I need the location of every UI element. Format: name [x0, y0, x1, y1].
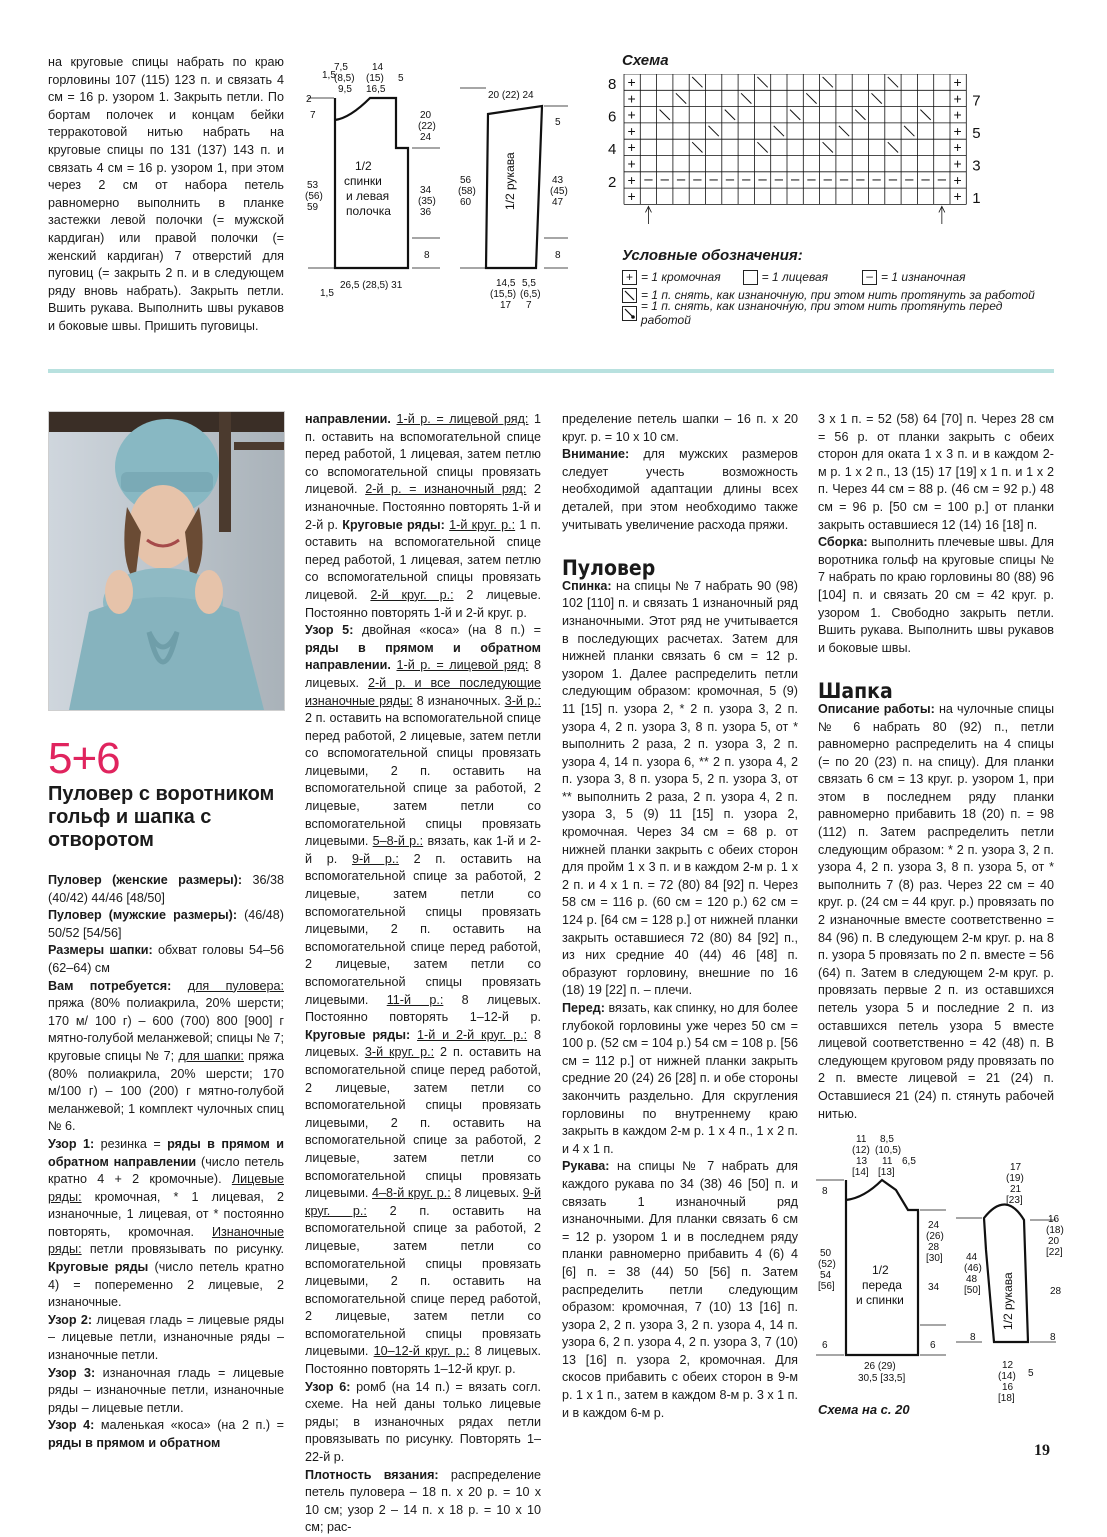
svg-text:переда: переда	[862, 1278, 902, 1292]
top-schematic	[300, 58, 580, 318]
svg-text:20: 20	[1048, 1236, 1060, 1247]
svg-text:[56]: [56]	[818, 1281, 835, 1292]
row-label: 1	[972, 190, 981, 208]
svg-text:(15): (15)	[366, 73, 384, 84]
legend-title: Условные обозначения:	[622, 247, 803, 264]
row-label: 3	[972, 157, 981, 175]
plus-cell: +	[953, 90, 962, 107]
svg-text:[14]: [14]	[852, 1167, 869, 1178]
svg-text:54: 54	[820, 1270, 832, 1281]
svg-text:14,5: 14,5	[496, 278, 516, 289]
svg-text:(45): (45)	[550, 186, 568, 197]
body-label: 1/2	[872, 1263, 889, 1277]
row-label: 8	[608, 76, 617, 93]
plus-cell: +	[627, 74, 636, 90]
svg-text:и левая: и левая	[346, 189, 390, 203]
slash-cell	[823, 77, 833, 87]
plus-cell: +	[627, 188, 636, 205]
slash-cell	[741, 93, 751, 103]
column-3: пределение петель шапки – 16 п. х 20 круг. р. = 10 х 10 см. Внимание: для мужских размеров следует учесть возможность необходимой адаптации длины всех деталей, при этом необходимо также учитывать увеличение расхода пряжи. Пуловер Спинка: на спицы № 7 набрать 90 (98) 102 [110] п. и связать 1 изнаночный ряд изнаночными. Этот ряд не учитывается в последующих расчетах. Затем для нижней планки связать 6 см = 12 р. узором 1. Далее распределить петли следующим образом: кромочная, 5 (9) 11 [15] п. узора 2, * 2 п. узора 3, 2 п. узора 4, 2 п. узора 3, 8 п. узора 5, от * выполнить 2 раза, 2 п. узора 3, 2 п. узора 4, 14 п. узора 6, ** 2 п. узора 4, 2 п. узора 3, 8 п. узора 5, 2 п. узора 3, от ** выполнить 2 раза, 2 п. узора 4, 2 п. узора 3, 5 (9) 11 [15] п. узора 2, кромочная. Через 34 см = 68 р. от нижней планки закрыть с обеих сторон для пройм 1 х 3 п. и в каждом 2-м р. 1 х 2 п. и 4 х 1 п. = 72 (80) 84 [92] п. Через 58 см = 116 р. (60 см = 120 р.) 62 см = 124 р. [64 см = 128 р.] от нижней планки закрыть оставшиеся 72 (80) 84 [92] п., из них средние 40 (44) 46 [48] п. образуют горловину, внешние по 16 (18) 19 [22] п. – плечи. Перед: вязать, как спинку, но для более глубокой горловины уже через 50 см = 100 р. (52 см = 104 р.) 54 см = 108 р. [56 см = 112 р.] от нижней планки закрыть средние 20 (24) 26 [28] п. и обе стороны закончить раздельно. Для скругления горловины по внутреннему краю закрыть в каждом 2-м р. 1 х 4 п., 1 х 2 п. и 4 х 1 п. Рукава: на спицы № 7 набрать для каждого рукава по 34 (38) 46 [50] п. и связать 1 изнаночный ряд изнаночными. Для планки связать 6 см = 12 р. узором 1 и в последнем ряду планки равномерно прибавить 4 (6) 4 [6] п. = 38 (44) 50 [56] п. Затем распределить петли следующим образом: кромочная, 7 (10) 13 [16] п. узора 2, 2 п. узора 3, 2 п. узора 4, 14 п. узора 6, 2 п. узора 4, 2 п. узора 3, 7 (10) 13 [16] п. узора 2, кромочная. Для скосов прибавить с обеих сторон в 9-м р. 1 х 1 п., затем в каждом 8-м р. 3 х 1 п. и в каждом 6-м р.	[562, 412, 799, 1420]
sleeve-label: 1/2 рукава	[1001, 1272, 1015, 1330]
plus-cell: +	[953, 171, 962, 188]
svg-text:(8,5): (8,5)	[334, 73, 355, 84]
row-label: 4	[608, 141, 617, 159]
slash-cell	[757, 77, 767, 87]
svg-text:26 (29): 26 (29)	[864, 1361, 896, 1372]
dim-left-top: 1,5	[322, 70, 336, 81]
svg-text:8: 8	[1050, 1332, 1056, 1343]
column-2: направлении. 1-й р. = лицевой ряд: 1 п. оставить на вспомогательной спице перед работой, 1 лицевая, затем петлю со вспомогательной спицы провязать лицевой. 2-й р. = изнаночный ряд: 2 изнаночные. Постоянно повторять 1-й и 2-й р. Круговые ряды: 1-й круг. р.: 1 п. оставить на вспомогательной спице перед работой, 1 лицевая, затем петлю со вспомогательной спицы провязать лицевой. 2-й круг. р.: 2 лицевые. Постоянно повторять 1-й и 2-й круг. р. Узор 5: двойная «коса» (на 8 п.) = ряды в прямом и обратном направлении. 1-й р. = лицевой ряд: 8 лицевых. 2-й р. и все последующие изнаночные ряды: 8 изнаночных. 3-й р.: 2 п. оставить на вспомогательной спице перед работой, 2 лицевые, затем петли со вспомогательной спицы провязать лицевыми, 2 п. оставить на вспомогательной спице за работой, 2 лицевые, затем петли со вспомогательной спицы провязать лицевыми. 5–8-й р.: вязать, как 1-й и 2-й р. 9-й р.: 2 п. оставить на вспомогательной спице за работой, 2 лицевые, затем петли со вспомогательной спицы провязать лицевыми, 2 п. оставить на вспомогательной спице перед работой, 2 лицевые, затем петли со вспомогательной спицы провязать лицевыми. 11-й р.: 8 лицевых. Постоянно повторять 1–12-й р. Круговые ряды: 1-й и 2-й круг. р.: 8 лицевых. 3-й круг. р.: 2 п. оставить на вспомогательной спице перед работой, 2 лицевые, затем петли со вспомогательной спицы провязать лицевыми, 2 п. оставить на вспомогательной спице за работой, 2 лицевые, затем петли со вспомогательной спицы провязать лицевыми. 4–8-й круг. р.: 8 лицевых. 9-й круг. р.: 2 п. оставить на вспомогательной спице за работой, 2 лицевые, затем петли со вспомогательной спицы провязать лицевыми, 2 п. оставить на вспомогательной спице перед работой, 2 лицевые, затем петли со вспомогательной спицы провязать лицевыми. 10–12-й круг. р.: 8 лицевых. Постоянно повторять 1–12-й круг. р. Узор 6: ромб (на 14 п.) = вязать согл. схеме. На ней даны только лицевые ряды; в изнаночных рядах петли провязывать по рисунку. Повторять 1–22-й р. Плотность вязания: распределение петель пуловера – 18 п. х 20 р. = 10 х 10 см; узор 2 – 14 п. х 18 р. = 10 х 10 см; рас-	[305, 412, 542, 1535]
row-label: 7	[972, 92, 981, 110]
svg-text:6,5: 6,5	[902, 1156, 916, 1167]
plus-cell: +	[627, 139, 636, 156]
svg-text:36: 36	[420, 207, 432, 218]
svg-text:24: 24	[928, 1220, 940, 1231]
divider	[48, 369, 1054, 373]
svg-text:полочка: полочка	[346, 204, 391, 218]
legend-item: = 1 кромочная	[641, 270, 721, 284]
slash-cell	[692, 142, 702, 152]
slash-cell	[904, 126, 914, 136]
svg-text:5,5: 5,5	[522, 278, 536, 289]
plus-cell: +	[953, 122, 962, 139]
slash-dot-icon	[622, 306, 637, 321]
slash-cell	[920, 110, 930, 120]
svg-text:43: 43	[552, 175, 564, 186]
model-number: 5+6	[48, 734, 120, 783]
plus-cell: +	[627, 171, 636, 188]
model-title: Пуловер с воротником гольф и шапка с отворотом	[48, 783, 275, 851]
plus-cell: +	[953, 155, 962, 172]
svg-text:(58): (58)	[458, 186, 476, 197]
plus-icon: +	[622, 270, 637, 285]
svg-text:50: 50	[820, 1248, 832, 1259]
svg-text:(56): (56)	[305, 191, 323, 202]
svg-text:48: 48	[966, 1274, 978, 1285]
svg-text:[18]: [18]	[998, 1393, 1015, 1404]
svg-text:8: 8	[424, 250, 430, 261]
svg-text:2: 2	[306, 94, 312, 105]
svg-text:(46): (46)	[964, 1263, 982, 1274]
svg-text:[22]: [22]	[1046, 1247, 1063, 1258]
svg-text:8: 8	[822, 1186, 828, 1197]
svg-text:11: 11	[856, 1134, 867, 1145]
svg-text:16: 16	[1048, 1214, 1060, 1225]
svg-text:11: 11	[882, 1156, 893, 1167]
svg-text:28: 28	[1050, 1286, 1062, 1297]
slash-cell	[888, 77, 898, 87]
svg-text:[13]: [13]	[878, 1167, 895, 1178]
svg-text:(6,5): (6,5)	[520, 289, 541, 300]
bottom-schematic	[816, 1130, 1066, 1405]
row-label: 5	[972, 124, 981, 142]
slash-cell	[823, 142, 833, 152]
slash-cell	[660, 110, 670, 120]
slash-cell	[888, 142, 898, 152]
plus-cell: +	[953, 106, 962, 123]
svg-text:16,5: 16,5	[366, 84, 386, 95]
svg-text:7: 7	[526, 300, 532, 311]
svg-text:14: 14	[372, 62, 384, 73]
legend-item: = 1 лицевая	[761, 270, 829, 284]
plus-cell: +	[953, 74, 962, 90]
svg-text:53: 53	[307, 180, 319, 191]
slash-cell	[774, 126, 784, 136]
svg-text:8: 8	[970, 1332, 976, 1343]
plus-cell: +	[627, 90, 636, 107]
svg-text:5: 5	[1028, 1368, 1034, 1379]
svg-text:(12): (12)	[852, 1145, 870, 1156]
svg-text:(15,5): (15,5)	[490, 289, 517, 300]
dim-shoulder: 7,5	[334, 62, 348, 73]
svg-text:17: 17	[500, 300, 512, 311]
slash-cell	[692, 77, 702, 87]
svg-text:(18): (18)	[1046, 1225, 1064, 1236]
svg-text:6: 6	[930, 1340, 936, 1351]
svg-text:9,5: 9,5	[338, 84, 352, 95]
plus-cell: +	[627, 122, 636, 139]
slash-cell	[757, 142, 767, 152]
svg-text:8,5: 8,5	[880, 1134, 894, 1145]
svg-text:44: 44	[966, 1252, 978, 1263]
svg-text:(26): (26)	[926, 1231, 944, 1242]
page-number: 19	[1034, 1442, 1050, 1459]
slash-cell	[855, 110, 865, 120]
section-hat: Шапка	[818, 679, 893, 704]
svg-text:28: 28	[928, 1242, 940, 1253]
svg-text:5: 5	[398, 73, 404, 84]
slash-cell	[806, 93, 816, 103]
model-photo	[48, 411, 285, 711]
sleeve-label: 1/2 рукава	[503, 152, 517, 210]
column-4: 3 х 1 п. = 52 (58) 64 [70] п. Через 28 см = 56 р. от планки закрыть с обеих сторон для оката 1 х 3 п. и в каждом 2-м р. 1 х 2 п., 13 (15) 17 [19] х 1 п. и 1 х 2 п. Через 44 см = 88 р. (46 см = 92 р.) 48 см = 96 р. [50 см = 100 р.] от планки закрыть оставшиеся 12 (14) 16 [18] п. Сборка: выполнить плечевые швы. Для воротника гольф на круговые спицы № 7 набрать по краю горловины 80 (88) 96 [104] п. и связать 20 см = 42 круг. р. узором 1. Свободно закрыть петли. Вшить рукава. Выполнить швы рукавов и боковые швы. Шапка Описание работы: на чулочные спицы № 6 набрать 80 (92) п., петли равномерно распределить на 4 спицы (= по 20 (23) п. на спицу). Для планки связать 6 см = 13 круг. р. узором 1, при этом в последнем ряду планки равномерно прибавить 18 (20) п. = 98 (112) п. Затем распределить петли следующим образом: * 2 п. узора 3, 2 п. узора 4, 2 п. узора 3, 8 п. узора 5, от * выполнить 7 (8) раз. Через 22 см = 40 круг. р. (24 см = 44 круг. р.) провязать по 2 изнаночные вместе соответственно = 84 (96) п. В следующем 2-м круг. р. на 8 п. узора 5 провязать по 2 п. вместе = 56 (64) п. Затем в следующем 2-м круг. р. провязать первые 2 п. из оставшихся петель узора 5 и последние 2 п. из оставшихся петель узора 5 вместе лицевой соответственно = 42 (48) п. В следующем круговом ряду провязать по 2 п. вместе лицевой = 21 (24) п. Оставшиеся 21 (24) п. стянуть рабочей нитью.	[818, 412, 1054, 1121]
legend-item: = 1 п. снять, как изнаночную, при этом нить протянуть перед работой	[640, 299, 1003, 327]
svg-text:(22): (22)	[418, 121, 436, 132]
svg-text:21: 21	[1010, 1184, 1022, 1195]
empty-box-icon	[743, 270, 758, 285]
slash-cell	[676, 93, 686, 103]
svg-text:30,5 [33,5]: 30,5 [33,5]	[858, 1373, 906, 1384]
svg-text:17: 17	[1010, 1162, 1022, 1173]
svg-text:7: 7	[310, 110, 316, 121]
svg-text:1,5: 1,5	[320, 288, 334, 299]
plus-cell: +	[953, 139, 962, 156]
svg-text:60: 60	[460, 197, 472, 208]
slash-cell	[872, 93, 882, 103]
body-label: 1/2	[355, 159, 372, 173]
svg-text:34: 34	[420, 185, 432, 196]
svg-text:(35): (35)	[418, 196, 436, 207]
slash-icon	[622, 288, 637, 303]
svg-text:20: 20	[420, 110, 432, 121]
figure-caption: Схема на с. 20	[818, 1402, 910, 1417]
svg-text:16: 16	[1002, 1382, 1014, 1393]
svg-text:(14): (14)	[998, 1371, 1016, 1382]
dash-icon: –	[862, 270, 877, 285]
svg-text:спинки: спинки	[344, 174, 382, 188]
svg-text:56: 56	[460, 175, 472, 186]
slash-cell	[725, 110, 735, 120]
legend	[622, 247, 1052, 327]
svg-text:24: 24	[420, 132, 432, 143]
row-label: 2	[608, 173, 617, 191]
legend-item: = 1 изнаночная	[881, 270, 966, 284]
chart-title: Схема	[622, 52, 669, 69]
svg-text:6: 6	[822, 1340, 828, 1351]
svg-text:[50]: [50]	[964, 1285, 981, 1296]
svg-text:(19): (19)	[1006, 1173, 1024, 1184]
svg-text:(10,5): (10,5)	[875, 1145, 902, 1156]
slash-cell	[709, 126, 719, 136]
svg-text:и спинки: и спинки	[856, 1293, 904, 1307]
svg-text:47: 47	[552, 197, 564, 208]
plus-cell: +	[627, 155, 636, 172]
svg-text:34: 34	[928, 1282, 940, 1293]
svg-text:8: 8	[555, 250, 561, 261]
row-label: 6	[608, 108, 617, 126]
plus-cell: +	[953, 188, 962, 205]
plus-cell: +	[627, 106, 636, 123]
svg-text:(52): (52)	[818, 1259, 836, 1270]
svg-text:20 (22) 24: 20 (22) 24	[488, 90, 534, 101]
slash-cell	[839, 126, 849, 136]
svg-text:[23]: [23]	[1006, 1195, 1023, 1206]
slash-cell	[790, 110, 800, 120]
intro-text: на круговые спицы набрать по краю горловины 107 (115) 123 п. и связать 4 см = 16 р. узором 1. Закрыть петли. По бортам полочек и концам бейки терракотовой нитью набрать на круговые спицы по 131 (137) 143 п. и связать 4 см = 16 р. узором 1, при этом через 2 см от набора петель равномерно выполнить в планке застежки левой полочки (= мужской кардиган) или правой полочки (= женский кардиган) 7 отверстий для пуговиц (= закрыть 2 п. и в следующем ряду вновь набрать). Закрыть петли. Вшить рукава. Выполнить швы рукавов и боковые швы. Пришить пуговицы.	[48, 55, 284, 333]
svg-text:59: 59	[307, 202, 319, 213]
svg-text:26,5 (28,5) 31: 26,5 (28,5) 31	[340, 280, 403, 291]
svg-text:12: 12	[1002, 1360, 1014, 1371]
svg-text:13: 13	[856, 1156, 868, 1167]
svg-text:5: 5	[555, 117, 561, 128]
column-1: Пуловер (женские размеры): 36/38 (40/42) 44/46 [48/50] Пуловер (мужские размеры): (46/48) 50/52 [54/56] Размеры шапки: обхват головы 54–56 (62–64) см Вам потребуется: для пуловера: пряжа (80% полиакрила, 20% шерсти; 170 м/ 100 г) – 600 (700) 800 [900] г мятно-голубой меланжевой; спицы № 7; круговые спицы № 7; для шапки: пряжа (80% полиакрила, 20% шерсти; 170 м/100 г) – 100 (200) г мятно-голубой меланжевой; 1 комплект чулочных спиц № 6. Узор 1: резинка = ряды в прямом и обратном направлении (число петель кратно 4 + 2 кромочные). Лицевые ряды: кромочная, * 1 лицевая, 2 изнаночные, 1 лицевая, от * постоянно повторять, кромочная. Изнаночные ряды: петли провязывать по рисунку. Круговые ряды (число петель кратно 4) = попеременно 2 лицевые, 2 изнаночные. Узор 2: лицевая гладь = лицевые ряды – лицевые петли, изнаночные ряды – изнаночные петли. Узор 3: изнаночная гладь = лицевые ряды – изнаночные петли, изнаночные ряды – лицевые петли. Узор 4: маленькая «коса» (на 2 п.) = ряды в прямом и обратном	[48, 873, 285, 1450]
legend-item: = 1 п. снять, как изнаночную, при этом нить протянуть за работой	[641, 288, 1035, 302]
svg-text:[30]: [30]	[926, 1253, 943, 1264]
section-pullover: Пуловер	[562, 556, 656, 581]
stitch-chart	[604, 74, 1004, 224]
